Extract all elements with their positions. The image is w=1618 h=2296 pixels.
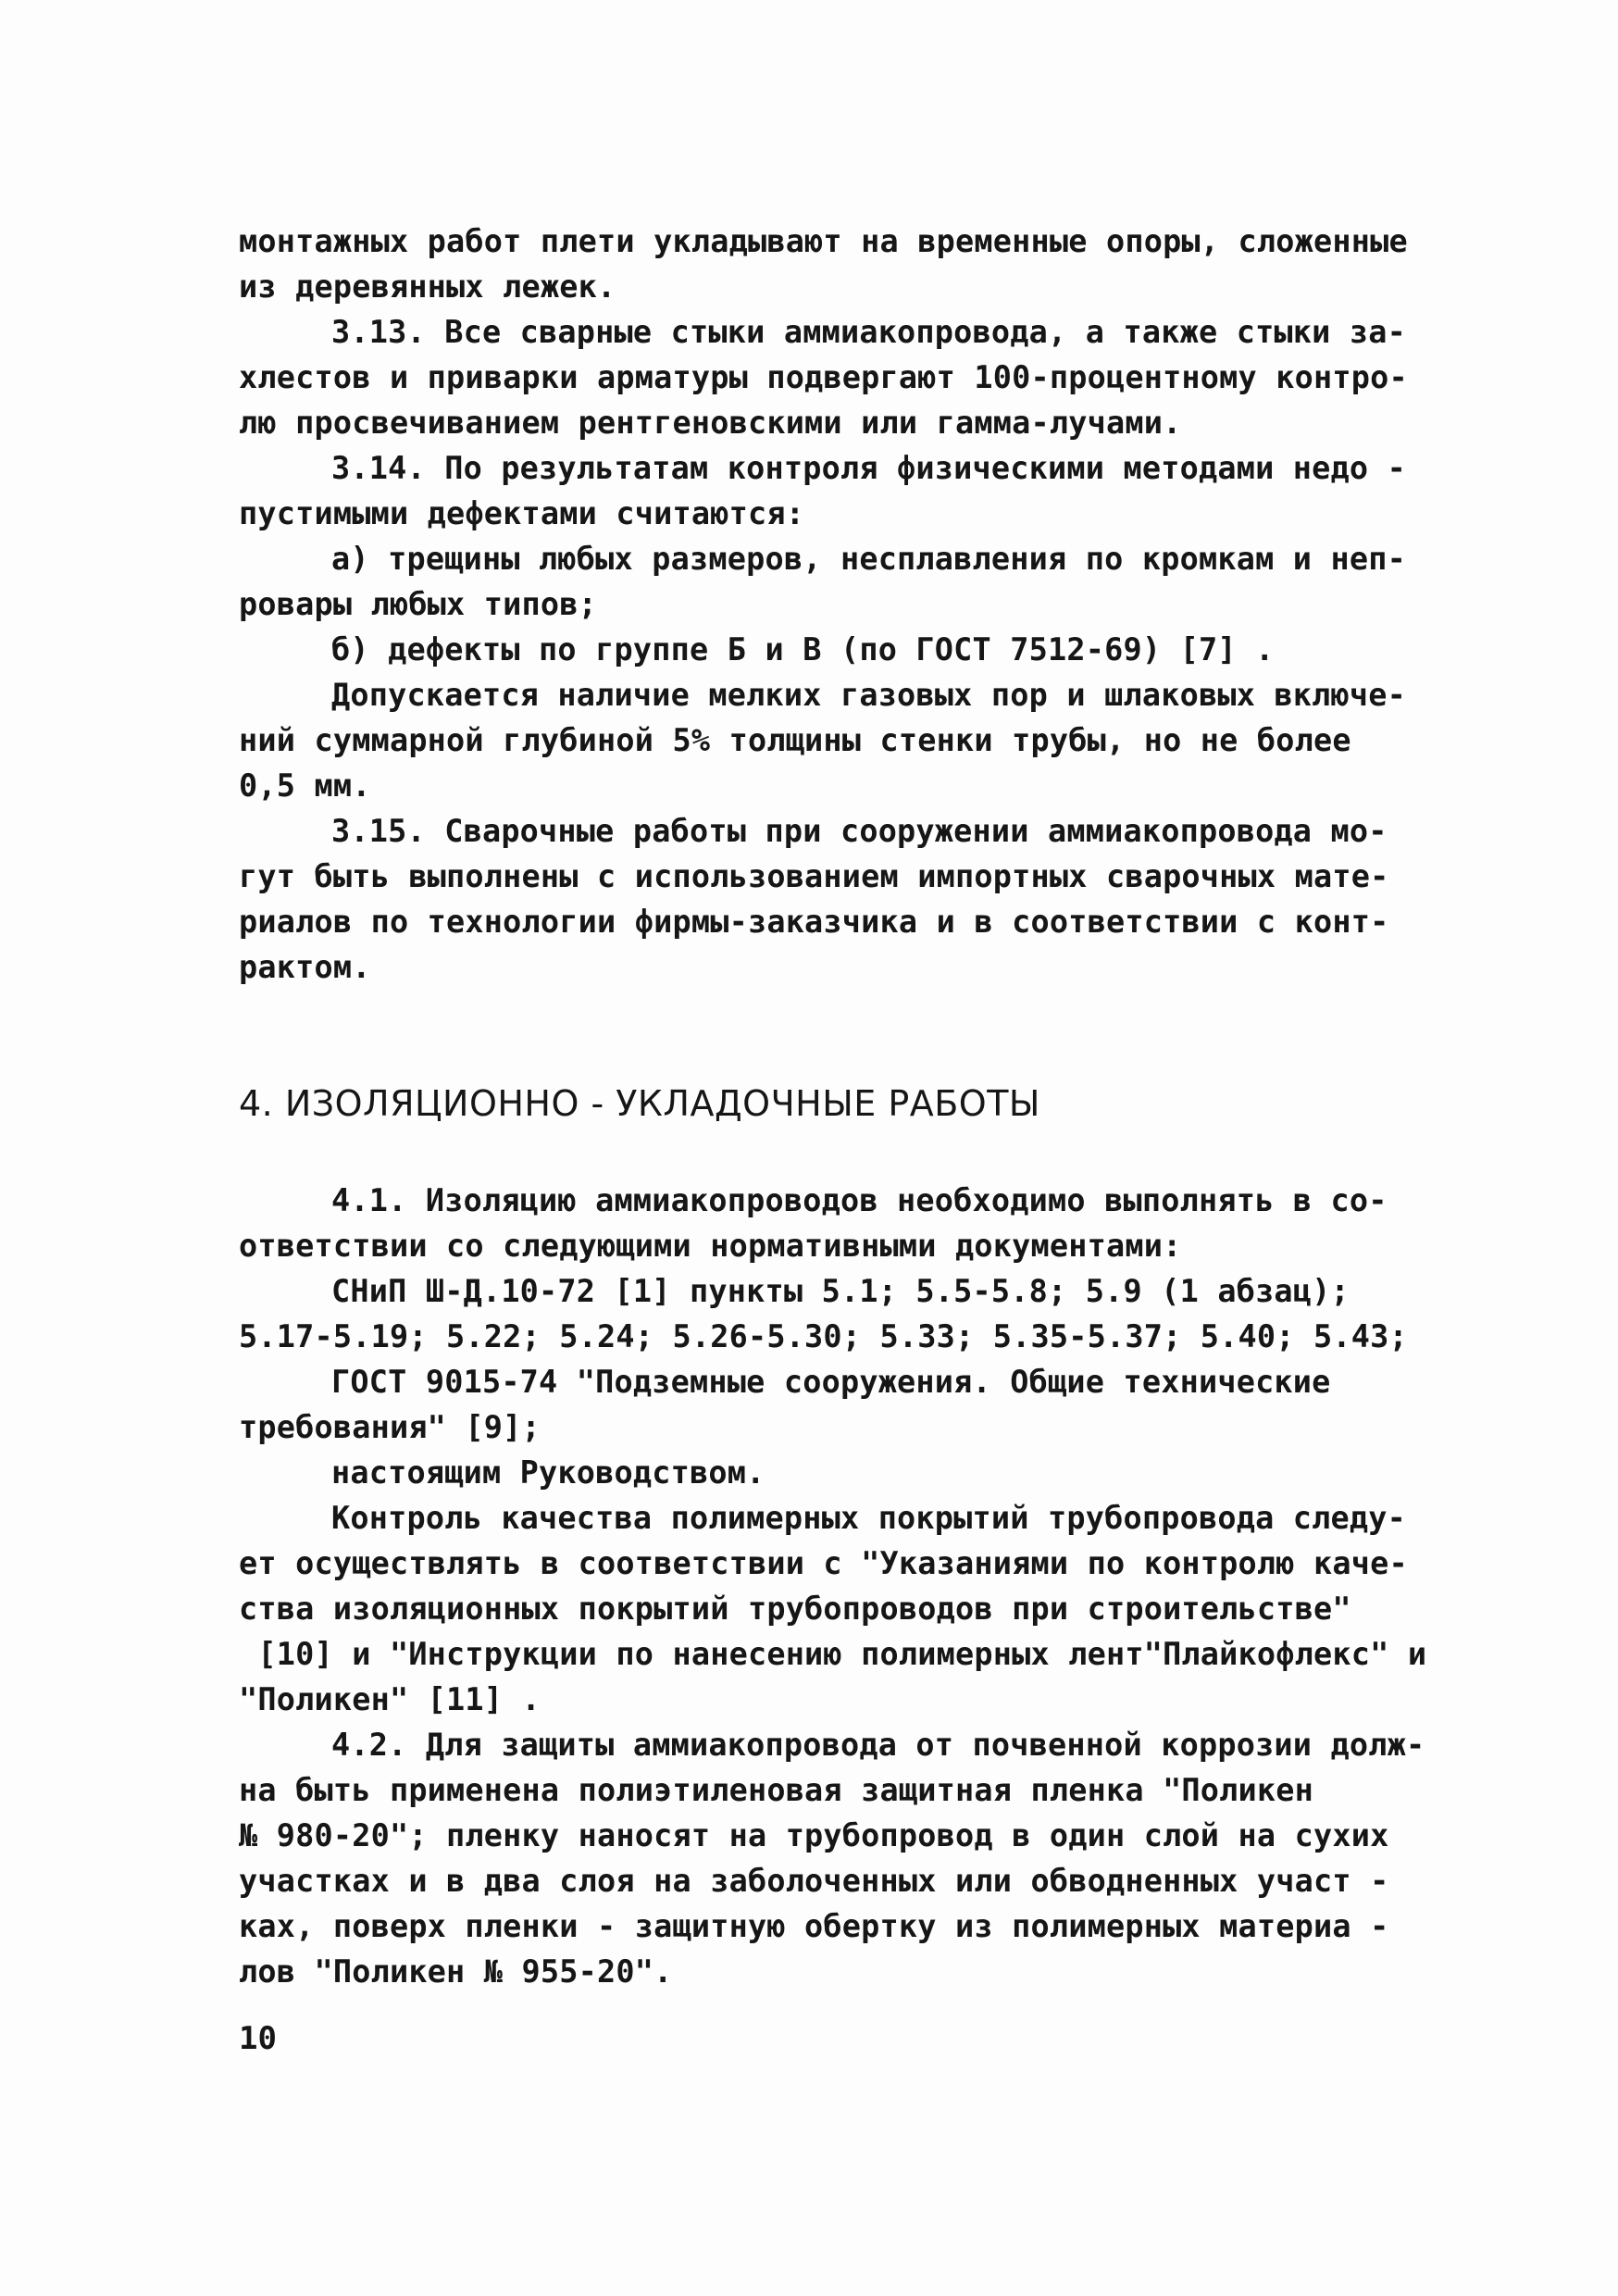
- reference-gost: ГОСТ 9015-74 "Подземные сооружения. Общие технические: [331, 1364, 1331, 1400]
- section-heading: 4. ИЗОЛЯЦИОННО - УКЛАДОЧНЫЕ РАБОТЫ: [239, 1083, 1040, 1124]
- list-item-a: а) трещины любых размеров, несплавления по кромкам и неп-: [331, 541, 1407, 577]
- text-line: ства изоляционных покрытий трубопроводов при строительстве": [239, 1591, 1351, 1627]
- text-line: участках и в два слоя на заболоченных или обводненных участ -: [239, 1863, 1389, 1899]
- paragraph-3-14: 3.14. По результатам контроля физическими методами недо -: [331, 450, 1407, 486]
- text-line: хлестов и приварки арматуры подвергают 100-процентному контро-: [239, 359, 1408, 395]
- text-line: монтажных работ плети укладывают на временные опоры, сложенные: [239, 223, 1408, 259]
- text-line: ответствии со следующими нормативными документами:: [239, 1228, 1182, 1264]
- text-line: гут быть выполнены с использованием импортных сварочных мате-: [239, 858, 1389, 894]
- text-line: ний суммарной глубиной 5% толщины стенки трубы, но не более: [239, 722, 1351, 758]
- reference-guide: настоящим Руководством.: [331, 1454, 765, 1491]
- text-line: 0,5 мм.: [239, 767, 371, 804]
- paragraph-quality-control: Контроль качества полимерных покрытий трубопровода следу-: [331, 1500, 1407, 1536]
- text-line: ет осуществлять в соответствии с "Указаниями по контролю каче-: [239, 1545, 1408, 1581]
- text-line: лю просвечиванием рентгеновскими или гамма-лучами.: [239, 405, 1182, 441]
- paragraph-allowance: Допускается наличие мелких газовых пор и шлаковых включе-: [331, 677, 1407, 713]
- reference-snip: СНиП Ш-Д.10-72 [1] пункты 5.1; 5.5-5.8; 5.9 (1 абзац);: [331, 1273, 1350, 1309]
- body-text-section-4: [239, 1178, 1427, 1994]
- page-number: 10: [239, 2020, 277, 2057]
- text-line: № 980-20"; пленку наносят на трубопровод в один слой на сухих: [239, 1817, 1389, 1853]
- paragraph-3-15: 3.15. Сварочные работы при сооружении аммиакопровода мо-: [331, 813, 1388, 849]
- text-line: из деревянных лежек.: [239, 268, 616, 305]
- text-line: на быть применена полиэтиленовая защитная пленка "Поликен: [239, 1772, 1314, 1808]
- text-line: 5.17-5.19; 5.22; 5.24; 5.26-5.30; 5.33; 5.35-5.37; 5.40; 5.43;: [239, 1318, 1408, 1354]
- body-text-section-3: [239, 218, 1408, 990]
- paragraph-4-1: 4.1. Изоляцию аммиакопроводов необходимо выполнять в со-: [331, 1182, 1388, 1218]
- text-line: [10] и "Инструкции по нанесению полимерных лент"Плайкофлекс" и: [239, 1636, 1427, 1672]
- text-line: требования" [9];: [239, 1409, 541, 1445]
- list-item-b: б) дефекты по группе Б и В (по ГОСТ 7512-69) [7] .: [331, 631, 1275, 668]
- paragraph-4-2: 4.2. Для защиты аммиакопровода от почвенной коррозии долж-: [331, 1727, 1425, 1763]
- text-line: ровары любых типов;: [239, 586, 598, 622]
- text-line: рактом.: [239, 949, 371, 985]
- text-line: риалов по технологии фирмы-заказчика и в соответствии с конт-: [239, 904, 1389, 940]
- text-line: лов "Поликен № 955-20".: [239, 1953, 673, 1990]
- paragraph-3-13: 3.13. Все сварные стыки аммиакопровода, а также стыки за-: [331, 314, 1407, 350]
- text-line: "Поликен" [11] .: [239, 1681, 541, 1717]
- text-line: пустимыми дефектами считаются:: [239, 495, 805, 531]
- text-line: ках, поверх пленки - защитную обертку из полимерных материа -: [239, 1908, 1389, 1944]
